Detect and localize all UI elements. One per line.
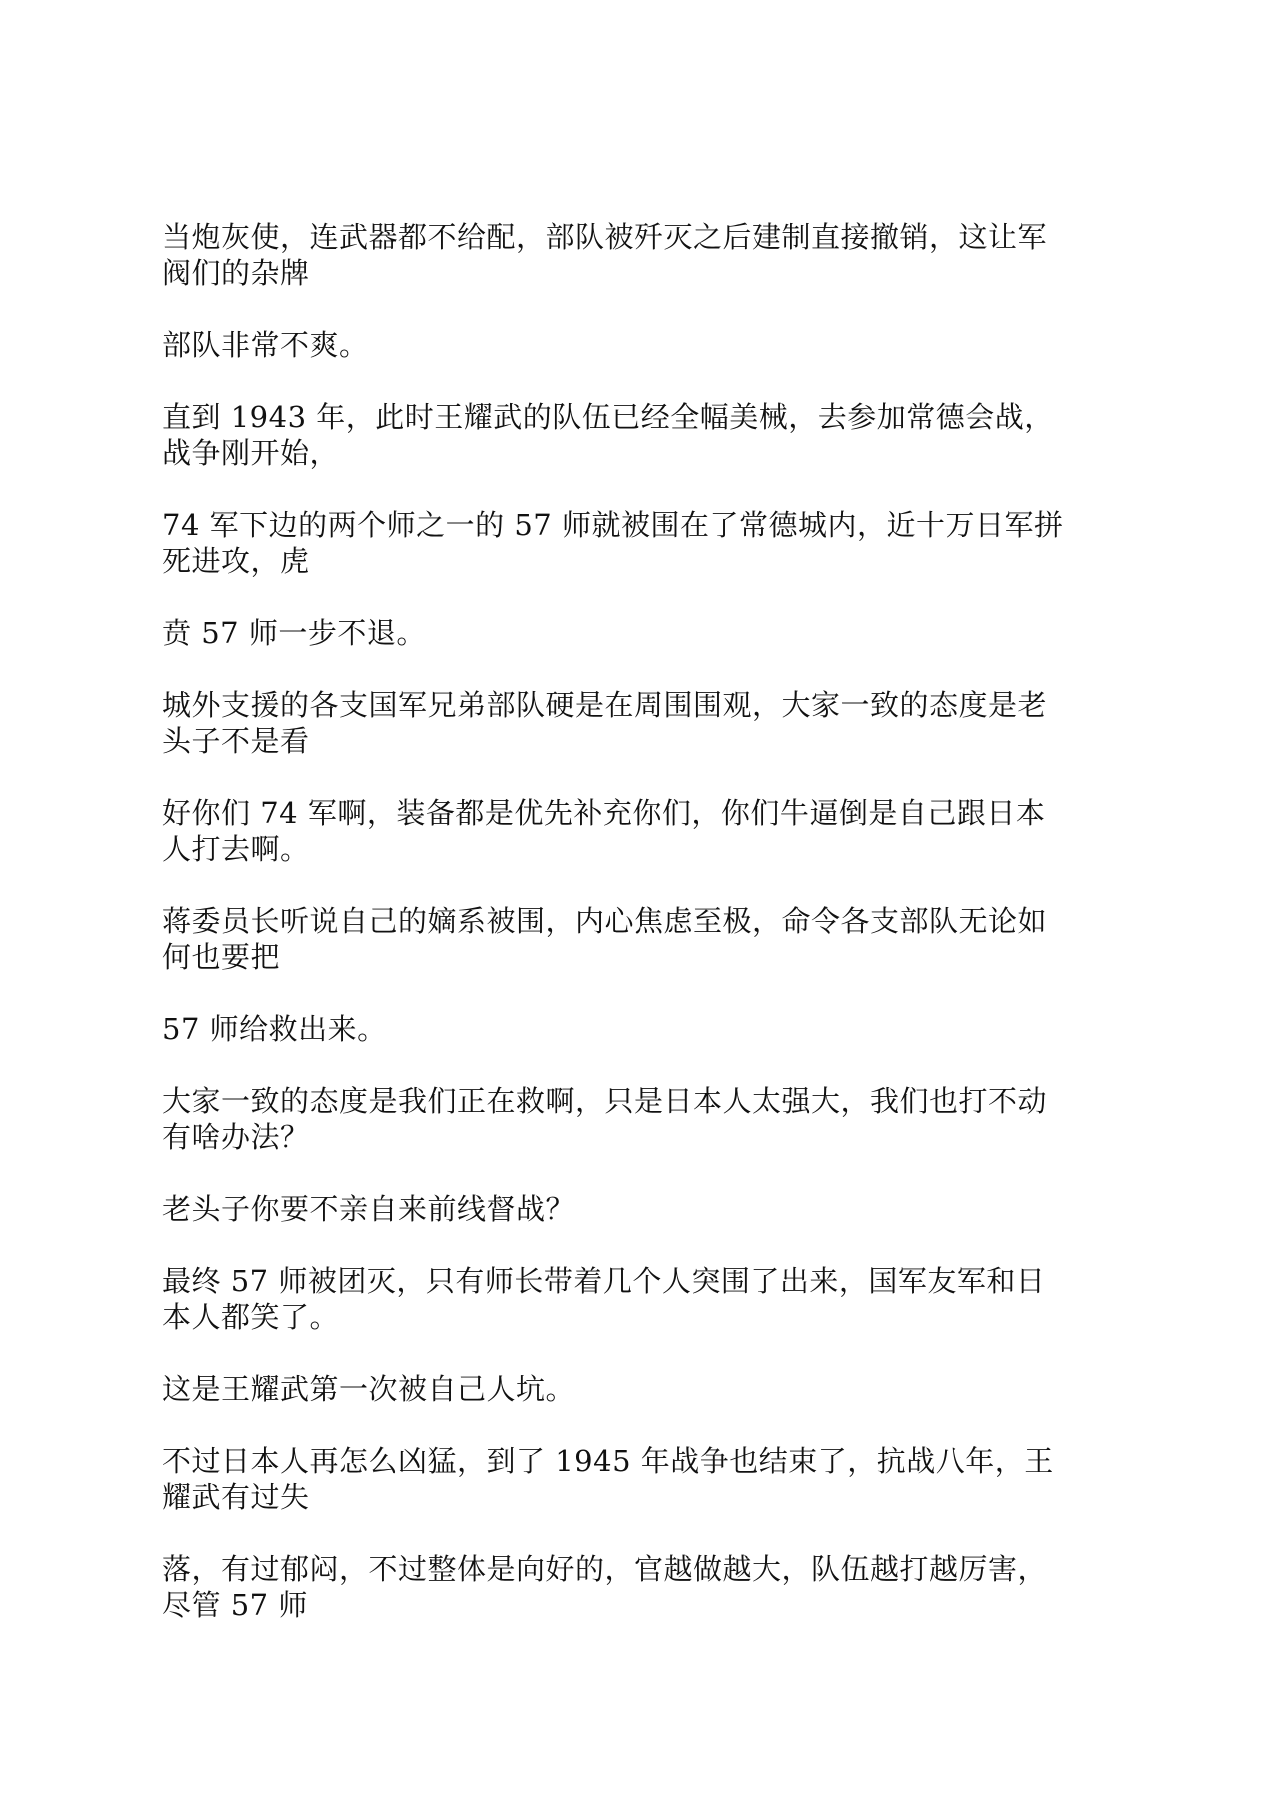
paragraph-line: 57 师给救出来。 [162, 1012, 387, 1046]
paragraph-line: 头子不是看 [162, 724, 310, 758]
paragraph-line: 好你们 74 军啊，装备都是优先补充你们，你们牛逼倒是自己跟日本 [162, 796, 1046, 830]
paragraph-line: 贲 57 师一步不退。 [162, 616, 426, 650]
paragraph-line: 尽管 57 师 [162, 1588, 308, 1622]
paragraph-line: 死进攻，虎 [162, 544, 310, 578]
paragraph [162, 507, 1107, 579]
paragraph [162, 903, 1107, 975]
paragraph-line: 耀武有过失 [162, 1480, 310, 1514]
paragraph-line: 人打去啊。 [162, 832, 310, 866]
paragraph-line: 老头子你要不亲自来前线督战？ [162, 1192, 576, 1226]
paragraph-line: 落，有过郁闷，不过整体是向好的，官越做越大，队伍越打越厉害， [162, 1552, 1048, 1586]
paragraph [162, 399, 1107, 471]
paragraph-line: 有啥办法？ [162, 1120, 310, 1154]
paragraph [162, 1263, 1107, 1335]
paragraph [162, 1011, 1107, 1047]
paragraph-line: 74 军下边的两个师之一的 57 师就被围在了常德城内，近十万日军拼 [162, 508, 1064, 542]
paragraph [162, 327, 1107, 363]
paragraph-line: 这是王耀武第一次被自己人坑。 [162, 1372, 576, 1406]
paragraph [162, 1191, 1107, 1227]
paragraph-line: 当炮灰使，连武器都不给配，部队被歼灭之后建制直接撤销，这让军 [162, 220, 1048, 254]
paragraph-line: 城外支援的各支国军兄弟部队硬是在周围围观，大家一致的态度是老 [162, 688, 1048, 722]
paragraph-line: 直到 1943 年，此时王耀武的队伍已经全幅美械，去参加常德会战， [162, 400, 1054, 434]
paragraph-line: 本人都笑了。 [162, 1300, 340, 1334]
paragraph-line: 战争刚开始， [162, 436, 340, 470]
paragraph [162, 795, 1107, 867]
paragraph [162, 1551, 1107, 1623]
paragraph-line: 最终 57 师被团灭，只有师长带着几个人突围了出来，国军友军和日 [162, 1264, 1046, 1298]
paragraph-line: 何也要把 [162, 940, 281, 974]
paragraph-line: 阀们的杂牌 [162, 256, 310, 290]
paragraph-line: 部队非常不爽。 [162, 328, 369, 362]
paragraph [162, 1371, 1107, 1407]
paragraph-line: 不过日本人再怎么凶猛，到了 1945 年战争也结束了，抗战八年，王 [162, 1444, 1054, 1478]
paragraph [162, 1443, 1107, 1515]
paragraph [162, 1083, 1107, 1155]
paragraph-line: 大家一致的态度是我们正在救啊，只是日本人太强大，我们也打不动 [162, 1084, 1048, 1118]
document-body [162, 219, 1107, 1659]
paragraph [162, 687, 1107, 759]
paragraph-line: 蒋委员长听说自己的嫡系被围，内心焦虑至极，命令各支部队无论如 [162, 904, 1048, 938]
paragraph [162, 219, 1107, 291]
paragraph [162, 615, 1107, 651]
